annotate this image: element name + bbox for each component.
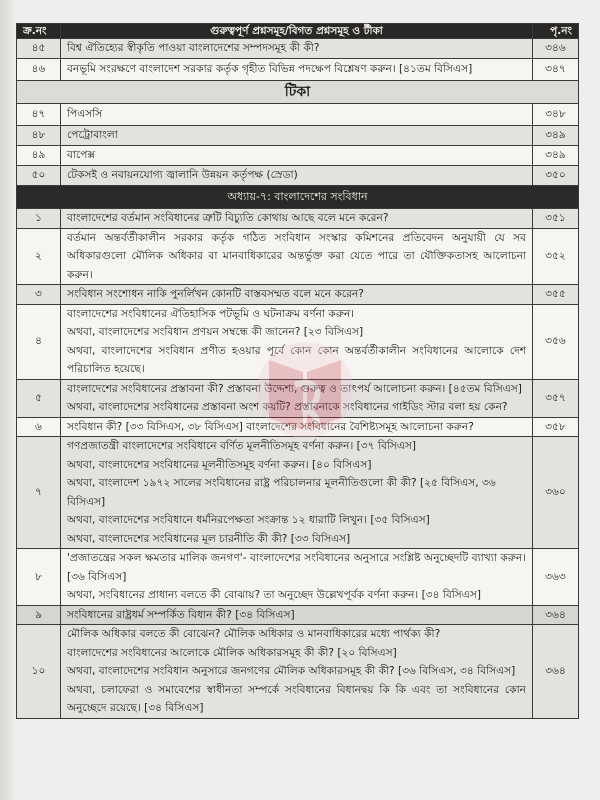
row-page: ৩৬৪ [533,625,579,719]
row-number: ৮ [17,549,61,606]
row-number: ৩ [17,285,61,305]
question-line: বাংলাদেশের সংবিধানের প্রস্তাবনা কী? প্রস্তাবনা উদ্দেশ্য, গুরুত্ব ও তাৎপর্য আলোচনা করুন। [৪৫তম বিসিএস] [67,382,522,395]
row-page: ৩৫১ [533,209,579,229]
row-question: টেকসই ও নবায়নযোগ্য জ্বালানি উন্নয়ন কর্তৃপক্ষ (স্রেডা) [61,166,533,186]
table-row [17,437,579,549]
row-page: ৩৫৮ [533,417,579,437]
row-question: পেট্রোবাংলা [61,126,533,146]
row-question: সংবিধান সংশোধন নাকি পুনর্লিখন কোনটি বাস্তবসম্মত বলে মনে করেন? [61,285,533,305]
row-number: ৫ [17,379,61,417]
row-question: বাংলাদেশের বর্তমান সংবিধানের ত্রুটি বিচ্যুতি কোথায় আছে বলে মনে করেন? [61,209,533,229]
row-number: ৪৯ [17,146,61,166]
row-question [61,304,533,379]
row-page: ৩৫৭ [533,379,579,417]
question-line: অথবা, বাংলাদেশের সংবিধান অনুসারে জনগণের মৌলিক অধিকারসমূহ কী কী? [৩৬ বিসিএস, ৩৪ বিসিএস] [67,665,516,677]
row-page: ৩৫০ [533,166,579,186]
question-line: অথবা, বাংলাদেশের সংবিধানের মূল চারনীতি কী কী? [৩৩ বিসিএস] [67,532,351,545]
row-number: ৪৫ [17,39,61,59]
question-line: অথবা, চলাফেরা ও সমাবেশের স্বাধীনতা সম্পর্কে সংবিধানের বিধানদ্বয় কি কি এবং তা সংবিধানের কোন অনুচ্ছেদে রয়েছে। [৩৪ বিসিএস] [67,683,526,714]
question-line: অথবা, বাংলাদেশের সংবিধানে ধর্মনিরপেক্ষতা সংক্রান্ত ১২ ধারাটি লিখুন। [৩৫ বিসিএস] [67,514,430,526]
row-number: ১০ [17,625,61,719]
row-page: ৩৪৯ [533,146,579,166]
row-question: বাপেক্স [61,146,533,166]
page-gutter-shadow [0,0,14,800]
row-number: ৭ [17,437,61,549]
row-number: ৪৬ [17,59,61,81]
table-row [17,59,579,81]
question-line: অথবা, বাংলাদেশের সংবিধান প্রণীত হওয়ার পূর্বে কোন কোন অন্তর্বর্তীকালীন সংবিধানের আলোকে দেশ পরিচালিত হয়েছে। [67,344,526,375]
table-row [17,228,579,285]
table-row [17,549,579,606]
tika-section-heading: টিকা [17,81,579,104]
row-question [61,549,533,606]
row-number: ১ [17,209,61,229]
question-line: অথবা, বাংলাদেশের সংবিধান প্রণয়ন সম্বন্ধে কী জানেন? [২৩ বিসিএস] [67,326,364,338]
table-row [17,166,579,186]
table-row [17,126,579,146]
row-page: ৩৪৭ [533,59,579,81]
row-number: ২ [17,228,61,285]
row-page: ৩৪৯ [533,126,579,146]
table-row [17,417,579,437]
table-row [17,625,579,719]
serial-column-header: ক্র.নং [17,24,61,39]
question-line: গণপ্রজাতন্ত্রী বাংলাদেশের সংবিধানে বর্ণিত মূলনীতিসমূহ বর্ণনা করুন। [৩৭ বিসিএস] [67,440,417,452]
page-column-header: পৃ.নং [533,24,579,39]
table-row [17,104,579,126]
contents-table [16,23,579,719]
row-question [61,437,533,549]
row-question: বনভূমি সংরক্ষণে বাংলাদেশ সরকার কর্তৃক গৃহীত বিভিন্ন পদক্ষেপ বিশ্লেষণ করুন। [৪১তম বিসিএস] [61,59,533,81]
table-header [17,24,579,39]
row-question: বিশ্ব ঐতিহ্যের স্বীকৃতি পাওয়া বাংলাদেশের সম্পদসমূহ কী কী? [61,39,533,59]
row-page: ৩৪৬ [533,39,579,59]
row-number: ৪৮ [17,126,61,146]
row-page: ৩৫৬ [533,304,579,379]
row-page: ৩৪৮ [533,104,579,126]
table-row [17,39,579,59]
row-page: ৩৬৪ [533,605,579,625]
question-line: অথবা, বাংলাদেশের সংবিধানের মূলনীতিসমূহ বর্ণনা করুন। [৪০ বিসিএস] [67,458,372,471]
row-page: ৩৬০ [533,437,579,549]
row-number: ৪ [17,304,61,379]
questions-column-header: গুরুত্বপূর্ণ প্রশ্নসমূহ/বিগত প্রশ্নসমূহ ও টীকা [61,24,533,39]
row-question: বর্তমান অন্তর্বর্তীকালীন সরকার কর্তৃক গঠিত সংবিধান সংস্কার কমিশনের প্রতিবেদন অনুযায়ী যে সব অধিকারগুলো মৌলিক অধিকার বা মানবাধিকারের অন্তর্ভুক্ত করা যেতে পারে তা যৌক্তিকতাসহ আলোচনা করুন। [61,228,533,285]
table-row [17,304,579,379]
question-line: মৌলিক অধিকার বলতে কী বোঝেন? মৌলিক অধিকার ও মানবাধিকারের মধ্যে পার্থক্য কী? [67,628,441,640]
question-line: বাংলাদেশের সংবিধানের আলোকে মৌলিক অধিকারসমূহ কী কী? [২০ বিসিএস] [67,646,397,659]
row-number: ৪৭ [17,104,61,126]
question-line: অথবা, সংবিধানের প্রাধান্য বলতে কী বোঝায়? তা অনুচ্ছেদ উল্লেখপূর্বক বর্ণনা করুন। [৩৪ বিসিএস] [67,589,481,601]
table-row [17,605,579,625]
row-question: পিএসসি [61,104,533,126]
chapter-heading: অধ্যায়-৭: বাংলাদেশের সংবিধান [17,186,579,209]
row-question: সংবিধানের রাষ্ট্রধর্ম সম্পর্কিত বিধান কী? [৩৪ বিসিএস] [61,605,533,625]
row-page: ৩৫৫ [533,285,579,305]
question-line: অথবা, বাংলাদেশের সংবিধানের প্রস্তাবনা অংশ কয়টি? প্রস্তাবনাকে সংবিধানের গাইডিং স্টার বলা হয় কেন? [67,401,508,413]
question-line: 'প্রজাতন্ত্রের সকল ক্ষমতার মালিক জনগণ'- বাংলাদেশের সংবিধানের অনুসারে সংশ্লিষ্ট অনুচ্ছেদটি ব্যাখ্যা করুন। [৩৬ বিসিএস] [67,552,526,583]
row-question [61,379,533,417]
row-page: ৩৬৩ [533,549,579,606]
row-question: সংবিধান কী? [৩৩ বিসিএস, ৩৮ বিসিএস] বাংলাদেশের সংবিধানের বৈশিষ্ট্যসমূহ আলোচনা করুন? [61,417,533,437]
row-question [61,625,533,719]
question-line: বাংলাদেশের সংবিধানের ঐতিহাসিক পটভূমি ও ঘটনাক্রম বর্ণনা করুন। [67,307,355,320]
row-number: ৫০ [17,166,61,186]
row-number: ৯ [17,605,61,625]
row-page: ৩৫২ [533,228,579,285]
table-row [17,379,579,417]
table-row [17,209,579,229]
table-row [17,146,579,166]
row-number: ৬ [17,417,61,437]
table-row [17,285,579,305]
question-line: অথবা, বাংলাদেশ ১৯৭২ সালের সংবিধানের রাষ্ট্র পরিচালনার মূলনীতিগুলো কী কী? [২৫ বিসিএস, ৩৬ বিসিএস] [67,477,496,508]
